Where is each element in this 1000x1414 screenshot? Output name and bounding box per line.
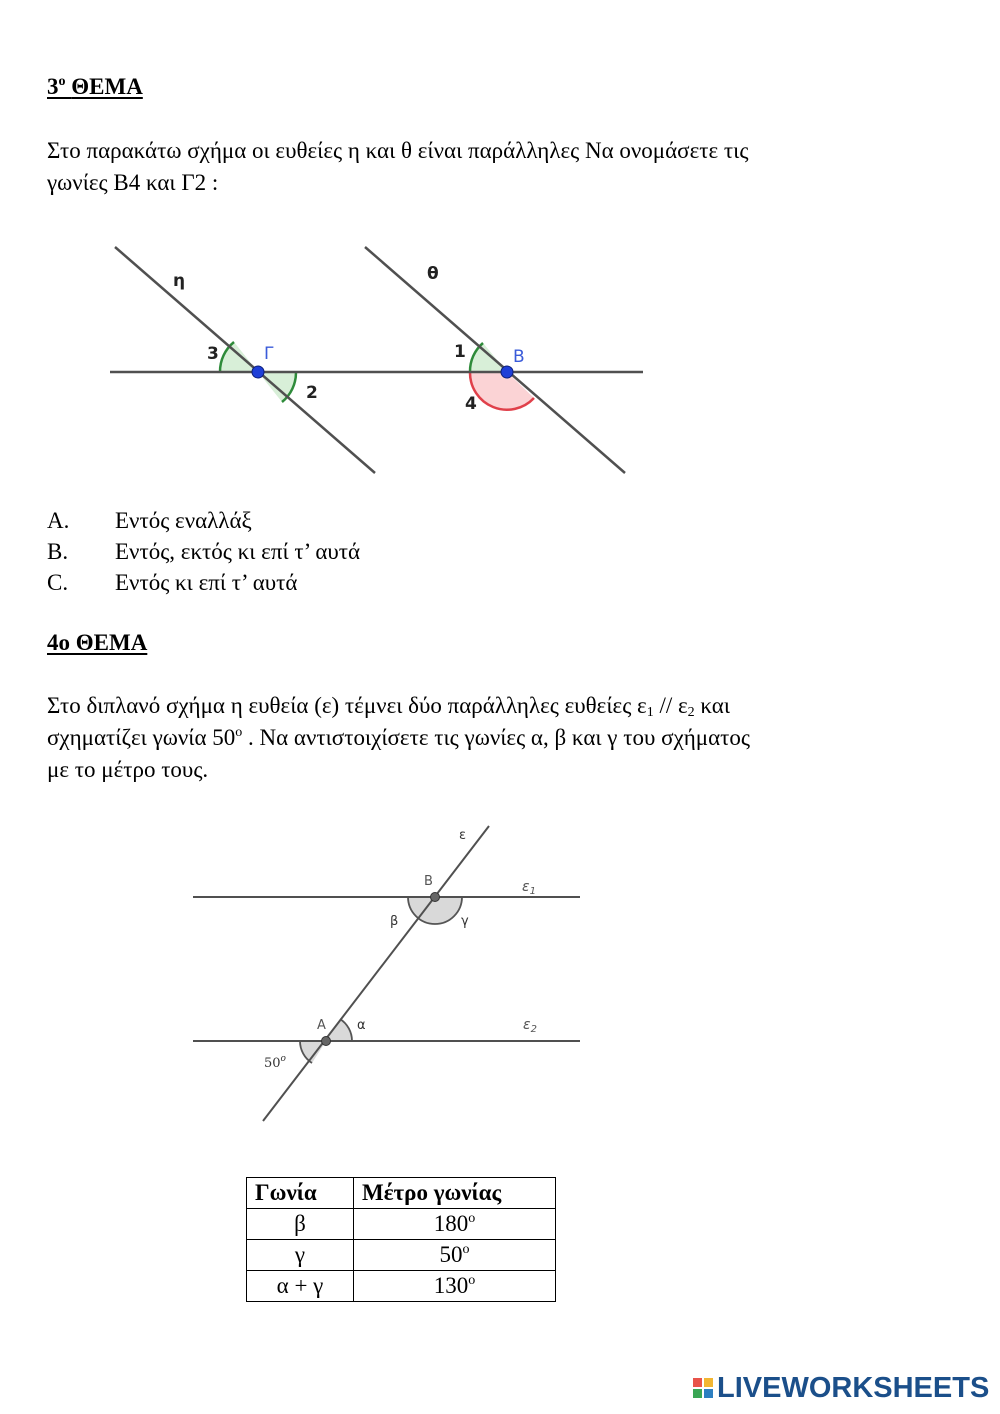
line-e	[263, 826, 489, 1121]
logo-grid-icon	[692, 1376, 714, 1400]
cell-angle: β	[247, 1209, 354, 1240]
label-alpha: α	[357, 1018, 366, 1033]
table-row	[247, 1240, 556, 1271]
label-line-e: ε	[459, 828, 467, 843]
section3-question	[47, 135, 748, 199]
section3-question-line2: γωνίες Β4 και Γ2 :	[47, 170, 219, 195]
label-50: 50$^o$	[264, 1054, 286, 1071]
header-measure: Μέτρο γωνίας	[354, 1178, 556, 1209]
liveworksheets-logo[interactable]	[692, 1371, 989, 1405]
angle-measure-table	[246, 1177, 556, 1302]
point-b	[501, 366, 513, 378]
point-a	[322, 1037, 331, 1046]
label-point-a: Α	[317, 1018, 326, 1033]
cell-measure[interactable]: $50^o$	[354, 1240, 556, 1271]
label-e2: $\varepsilon_2$	[523, 1017, 537, 1035]
option-b[interactable]: B. Εντός, εκτός κι επί τ’ αυτά	[47, 539, 361, 564]
section4-question	[47, 690, 750, 786]
label-angle-4: 4	[465, 394, 477, 414]
label-point-b: Β	[424, 874, 433, 889]
label-angle-3: 3	[207, 344, 219, 364]
cell-angle: γ	[247, 1240, 354, 1271]
label-theta: θ	[427, 264, 439, 284]
cell-measure[interactable]: $130^o$	[354, 1271, 556, 1302]
transversal-figure	[180, 815, 600, 1135]
option-a[interactable]: A. Εντός εναλλάξ	[47, 508, 252, 533]
angle-1-arc	[470, 343, 507, 372]
option-c[interactable]: C. Εντός κι επί τ’ αυτά	[47, 570, 298, 595]
cell-angle: α + γ	[247, 1271, 354, 1302]
line-theta	[365, 247, 625, 473]
label-gamma: γ	[461, 914, 469, 929]
logo-text: LIVEWORKSHEETS	[717, 1371, 990, 1404]
section3-question-line1: Στο παρακάτω σχήμα οι ευθείες η και θ είναι παράλληλες Να ονομάσετε τις	[47, 138, 749, 163]
label-angle-1: 1	[454, 342, 466, 362]
section4-question-line3: με το μέτρο τους.	[47, 757, 209, 782]
label-eta: η	[173, 271, 186, 291]
table-row	[247, 1271, 556, 1302]
parallel-lines-figure	[100, 235, 660, 485]
point-b	[431, 893, 440, 902]
label-angle-2: 2	[306, 383, 318, 403]
section4-question-line2: σχηματίζει γωνία $50^o$ . Να αντιστοιχίσετε τις γωνίες α, β και γ του σχήματος	[47, 725, 750, 750]
table-row	[247, 1209, 556, 1240]
point-gamma	[252, 366, 264, 378]
label-point-b: Β	[513, 347, 525, 367]
header-angle: Γωνία	[247, 1178, 354, 1209]
label-e1: $\varepsilon_1$	[522, 879, 536, 897]
cell-measure[interactable]: $180^o$	[354, 1209, 556, 1240]
line-eta	[115, 247, 375, 473]
table-header-row	[247, 1178, 556, 1209]
label-point-gamma: Γ	[264, 344, 274, 364]
section4-heading: 4ο ΘΕΜΑ	[47, 630, 148, 655]
label-beta: β	[390, 914, 399, 929]
answer-options	[47, 505, 360, 598]
section4-question-line1: Στο διπλανό σχήμα η ευθεία (ε) τέμνει δύο παράλληλες ευθείες $\varepsilon_1 // \varepsilon_2$ και	[47, 693, 731, 720]
section3-heading: $3^o$ ΘΕΜΑ	[47, 74, 143, 99]
